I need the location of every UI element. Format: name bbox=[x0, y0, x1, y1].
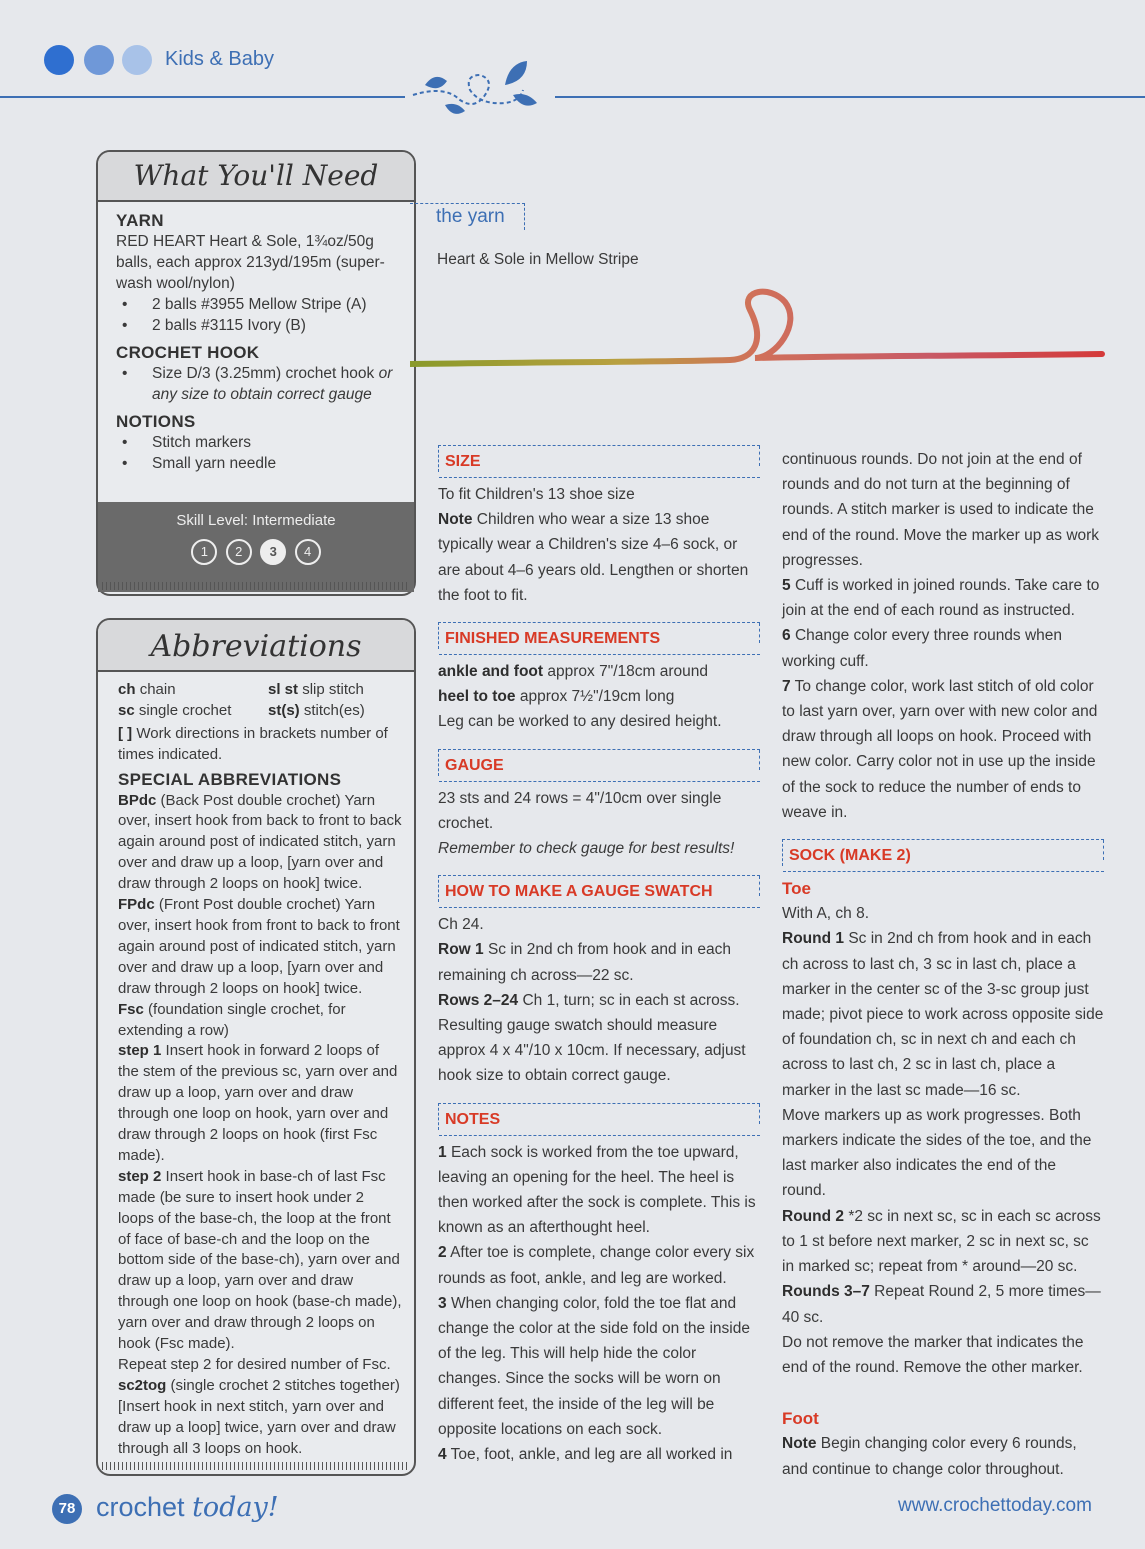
abbr-bpdc bbox=[118, 791, 402, 896]
magazine-brand bbox=[96, 1492, 279, 1523]
abbr-sc-key: sc bbox=[118, 701, 135, 719]
swatch-row1 bbox=[438, 937, 760, 987]
abbr-brackets-val: Work directions in brackets number of times indicated. bbox=[118, 724, 388, 763]
finished-measurements-heading bbox=[438, 622, 760, 649]
gauge-swatch-heading bbox=[438, 875, 760, 902]
swatch-ch: Ch 24. bbox=[438, 916, 484, 934]
abbreviations-title: Abbreviations bbox=[98, 620, 414, 672]
size-heading bbox=[438, 445, 760, 472]
skill-level-2: 2 bbox=[226, 539, 252, 565]
foot-note bbox=[782, 1431, 1104, 1481]
header-dot-2 bbox=[84, 45, 114, 75]
row1-text: Sc in 2nd ch from hook and in each remaining ch across—22 sc. bbox=[438, 941, 731, 984]
notion-item-markers: • Stitch markers bbox=[116, 432, 402, 453]
note-4-key: 4 bbox=[438, 1446, 447, 1464]
round-1 bbox=[782, 926, 1104, 1102]
section-label: Kids & Baby bbox=[165, 48, 274, 70]
right-column bbox=[782, 447, 1104, 1482]
abbr-fsc-val: (foundation single crochet, for extending a row) bbox=[118, 1000, 346, 1039]
page-number: 78 bbox=[52, 1494, 82, 1524]
note-5-key: 5 bbox=[782, 577, 791, 595]
leaf-vine-icon bbox=[405, 55, 555, 125]
notes-heading-text: NOTES bbox=[445, 1110, 501, 1128]
yarn-caption: Heart & Sole in Mellow Stripe bbox=[437, 251, 639, 268]
fm-heel-val: approx 7½"/19cm long bbox=[519, 688, 675, 706]
abbreviations-box bbox=[96, 618, 416, 1476]
swatch-heading-text: HOW TO MAKE A GAUGE SWATCH bbox=[445, 883, 713, 901]
hook-alt: or any size to obtain correct gauge bbox=[152, 365, 393, 403]
round-2-key: Round 2 bbox=[782, 1207, 844, 1225]
skill-label: Skill Level: bbox=[176, 512, 249, 529]
rows224-text: Ch 1, turn; sc in each st across. Resulting gauge swatch should measure approx 4 x 4"/10 x 10cm. If necessary, adjust hook size to obtain correct gauge. bbox=[438, 991, 746, 1085]
gauge-reminder: Remember to check gauge for best results! bbox=[438, 840, 735, 858]
size-note bbox=[438, 507, 760, 608]
round-1-text: Sc in 2nd ch from hook and in each ch across to last ch, 3 sc in last ch, place a marker in the center sc of the 3-sc group just made; pivot piece to work across opposite side of foundation ch, sc in next ch and each ch across to last ch, 2 sc in last ch, place a marker in the last sc made—16 sc. bbox=[782, 930, 1104, 1099]
abbr-step2 bbox=[118, 1167, 402, 1355]
note-2 bbox=[438, 1240, 760, 1290]
gauge-heading-text: GAUGE bbox=[445, 756, 504, 774]
size-heading-text: SIZE bbox=[445, 453, 481, 470]
middle-column bbox=[438, 441, 760, 1467]
abbr-brackets bbox=[118, 724, 402, 766]
fm-ankle bbox=[438, 659, 760, 684]
abbr-ch-val: chain bbox=[139, 681, 176, 698]
fm-heel bbox=[438, 684, 760, 709]
note-1-key: 1 bbox=[438, 1143, 447, 1161]
abbr-repeat: Repeat step 2 for desired number of Fsc. bbox=[118, 1356, 391, 1373]
notes-continued: continuous rounds. Do not join at the end of rounds and do not turn at the beginning of rounds. A stitch marker is used to indicate the end of the round. Move the marker up as work progresses. bbox=[782, 451, 1100, 569]
abbr-slst-key: sl st bbox=[268, 681, 299, 698]
rounds-3-7-text: Repeat Round 2, 5 more times—40 sc. bbox=[782, 1283, 1101, 1326]
abbr-row-1 bbox=[118, 680, 402, 701]
abbr-bpdc-key: BPdc bbox=[118, 791, 157, 809]
note-1 bbox=[438, 1140, 760, 1241]
note-5-text: Cuff is worked in joined rounds. Take care to join at the end of each round as instructed. bbox=[782, 577, 1100, 620]
brand-crochet: crochet bbox=[96, 1492, 185, 1522]
foot-note-key: Note bbox=[782, 1435, 817, 1453]
rows224-key: Rows 2–24 bbox=[438, 991, 519, 1009]
abbr-slst-val: slip stitch bbox=[302, 681, 364, 698]
swatch-rows-2-24 bbox=[438, 988, 760, 1089]
note-7 bbox=[782, 674, 1104, 825]
note-7-key: 7 bbox=[782, 677, 791, 695]
round-1-key: Round 1 bbox=[782, 930, 844, 948]
size-note-key: Note bbox=[438, 511, 473, 529]
rounds-3-7 bbox=[782, 1279, 1104, 1329]
remove-marker: Do not remove the marker that indicates the end of the round. Remove the other marker. bbox=[782, 1333, 1084, 1376]
yarn-item-a: • 2 balls #3955 Mellow Stripe (A) bbox=[116, 294, 402, 315]
box-fringe bbox=[102, 582, 410, 590]
toe-heading: Toe bbox=[782, 879, 811, 899]
yarn-description: RED HEART Heart & Sole, 1¾oz/50g balls, each approx 213yd/195m (super-wash wool/nylon) bbox=[116, 233, 385, 292]
note-3-text: When changing color, fold the toe flat and change the color at the side fold on the inside of the leg. This will help hide the color changes. Since the socks will be worn on different feet, the inside of the leg will be opposite locations on each sock. bbox=[438, 1294, 750, 1438]
note-6-text: Change color every three rounds when working cuff. bbox=[782, 627, 1063, 670]
brand-today: today! bbox=[192, 1492, 279, 1523]
hook-heading: CROCHET HOOK bbox=[116, 343, 260, 362]
skill-level-1: 1 bbox=[191, 539, 217, 565]
gauge-text: 23 sts and 24 rows = 4"/10cm over single crochet. bbox=[438, 789, 722, 832]
abbr-row-2 bbox=[118, 701, 402, 722]
fm-heel-key: heel to toe bbox=[438, 688, 516, 706]
abbr-fsc-key: Fsc bbox=[118, 1000, 144, 1018]
abbr-step2-val: Insert hook in base-ch of last Fsc made (be sure to insert hook under 2 loops of the base-ch, the loop at the front of face of base-ch and the loop on the bottom side of the base-ch), yarn over and draw up a loop, yarn over and draw through one loop on hook (base-ch made), yarn over and draw through 2 loops on hook (Fsc made). bbox=[118, 1167, 402, 1353]
rounds-3-7-key: Rounds 3–7 bbox=[782, 1283, 870, 1301]
note-4-text: Toe, foot, ankle, and leg are all worked in bbox=[450, 1446, 733, 1464]
skill-level-3: 3 bbox=[260, 539, 286, 565]
fm-ankle-key: ankle and foot bbox=[438, 663, 544, 681]
yarn-strand-image bbox=[410, 280, 1110, 380]
note-4 bbox=[438, 1442, 760, 1467]
sock-heading-text: SOCK (MAKE 2) bbox=[789, 847, 911, 865]
gauge-heading bbox=[438, 749, 760, 776]
notes-heading bbox=[438, 1103, 760, 1130]
abbr-sts-val: stitch(es) bbox=[303, 701, 365, 719]
website-url[interactable]: www.crochettoday.com bbox=[898, 1495, 1092, 1516]
skill-level-4: 4 bbox=[295, 539, 321, 565]
note-3-key: 3 bbox=[438, 1294, 447, 1312]
abbr-sc2tog-key: sc2tog bbox=[118, 1376, 167, 1394]
fm-leg: Leg can be worked to any desired height. bbox=[438, 713, 722, 731]
abbr-brackets-key: [ ] bbox=[118, 724, 133, 742]
note-2-text: After toe is complete, change color every six rounds as foot, ankle, and leg are worked. bbox=[438, 1244, 755, 1287]
note-6-key: 6 bbox=[782, 627, 791, 645]
skill-level-bar bbox=[98, 502, 414, 592]
abbr-step1-key: step 1 bbox=[118, 1042, 162, 1060]
the-yarn-label-frame bbox=[410, 203, 525, 230]
foot-note-text: Begin changing color every 6 rounds, and continue to change color throughout. bbox=[782, 1435, 1077, 1478]
abbr-step1-val: Insert hook in forward 2 loops of the stem of the previous sc, yarn over and draw up a loop, yarn over and draw through one loop on hook, yarn over and draw through 2 loops on hook (first Fsc made). bbox=[118, 1042, 398, 1164]
abbr-step2-key: step 2 bbox=[118, 1167, 162, 1185]
special-abbr-heading: SPECIAL ABBREVIATIONS bbox=[118, 769, 342, 789]
box-fringe bbox=[102, 1462, 410, 1470]
hook-item bbox=[116, 363, 402, 405]
sock-heading bbox=[782, 839, 1104, 866]
note-2-key: 2 bbox=[438, 1244, 447, 1262]
yarn-heading: YARN bbox=[116, 211, 164, 230]
note-7-text: To change color, work last stitch of old color to last yarn over, yarn over with new color and draw through all loops on hook. Proceed with new color. Carry color not in use up the inside of the sock to reduce the number of ends to weave in. bbox=[782, 677, 1098, 821]
abbr-sc2tog-val: (single crochet 2 stitches together) [Insert hook in next stitch, yarn over and draw up a loop] twice, yarn over and draw through all 3 loops on hook. bbox=[118, 1376, 400, 1457]
abbr-fpdc-val: (Front Post double crochet) Yarn over, insert hook from front to back to front again around post of indicated stitch, yarn over and draw up a loop, [yarn over and draw through 2 loops on hook] twice. bbox=[118, 896, 400, 997]
header-rule bbox=[0, 96, 1145, 98]
note-6 bbox=[782, 623, 1104, 673]
toe-start: With A, ch 8. bbox=[782, 905, 870, 923]
size-note-text: Children who wear a size 13 shoe typically wear a Children's size 4–6 sock, or are about 4–6 years old. Lengthen or shorten the foot to fit. bbox=[438, 511, 749, 604]
what-you-need-box bbox=[96, 150, 416, 596]
abbr-fpdc bbox=[118, 895, 402, 1000]
fm-ankle-val: approx 7"/18cm around bbox=[547, 663, 708, 681]
header-dot-1 bbox=[44, 45, 74, 75]
abbr-bpdc-val: (Back Post double crochet) Yarn over, insert hook from back to front to back again around post of indicated stitch, yarn over and draw up a loop, [yarn over and draw through 2 loops on hook] twice. bbox=[118, 791, 402, 893]
note-1-text: Each sock is worked from the toe upward, leaving an opening for the heel. The heel is then worked after the sock is complete. This is known as an afterthought heel. bbox=[438, 1143, 756, 1237]
notion-item-needle: • Small yarn needle bbox=[116, 453, 402, 474]
what-you-need-title: What You'll Need bbox=[98, 152, 414, 202]
note-3 bbox=[438, 1291, 760, 1442]
markers-note: Move markers up as work progresses. Both markers indicate the sides of the toe, and the last marker also indicates the end of the round. bbox=[782, 1106, 1092, 1200]
foot-heading: Foot bbox=[782, 1409, 819, 1429]
row1-key: Row 1 bbox=[438, 941, 484, 959]
abbr-sc-val: single crochet bbox=[138, 701, 232, 719]
abbr-fpdc-key: FPdc bbox=[118, 896, 155, 914]
round-2 bbox=[782, 1204, 1104, 1280]
notions-heading: NOTIONS bbox=[116, 412, 196, 431]
round-2-text: *2 sc in next sc, sc in each sc across to 1 st before next marker, 2 sc in next sc, sc in marked sc; repeat from * around—20 sc. bbox=[782, 1207, 1101, 1276]
abbr-step1 bbox=[118, 1041, 402, 1166]
abbr-sc2tog bbox=[118, 1376, 402, 1460]
abbr-sts-key: st(s) bbox=[268, 701, 300, 719]
header-dot-3 bbox=[122, 45, 152, 75]
note-5 bbox=[782, 573, 1104, 623]
abbr-ch-key: ch bbox=[118, 681, 136, 698]
yarn-item-b: • 2 balls #3115 Ivory (B) bbox=[116, 315, 402, 336]
the-yarn-label: the yarn bbox=[436, 206, 505, 227]
abbr-fsc bbox=[118, 1000, 402, 1042]
fm-heading-text: FINISHED MEASUREMENTS bbox=[445, 630, 661, 648]
size-text: To fit Children's 13 shoe size bbox=[438, 486, 635, 503]
skill-value: Intermediate bbox=[252, 512, 336, 529]
hook-main: Size D/3 (3.25mm) crochet hook bbox=[152, 365, 375, 382]
